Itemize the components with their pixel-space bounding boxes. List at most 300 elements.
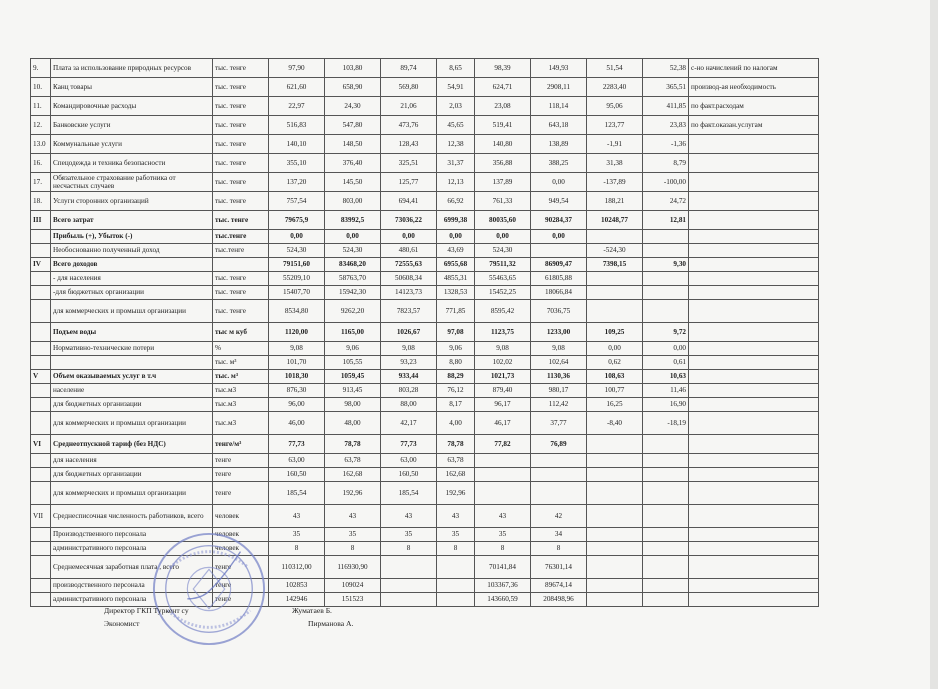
deviation-percent-cell (643, 542, 689, 556)
value-cell: 100,77 (587, 384, 643, 398)
director-name: Жуматаев Б. (292, 606, 332, 615)
value-cell: 14123,73 (381, 286, 437, 300)
value-cell: 1165,00 (325, 323, 381, 342)
unit-cell: тыс.м3 (213, 398, 269, 412)
table-row (31, 286, 819, 300)
value-cell: 45,65 (437, 116, 475, 135)
value-cell: 8 (531, 542, 587, 556)
value-cell: 123,77 (587, 116, 643, 135)
value-cell: 35 (381, 528, 437, 542)
value-cell: 185,54 (381, 482, 437, 505)
value-cell: 80035,60 (475, 211, 531, 230)
value-cell: 949,54 (531, 192, 587, 211)
value-cell (587, 300, 643, 323)
unit-cell: тыс. тенге (213, 135, 269, 154)
row-index-cell (31, 286, 51, 300)
note-cell (689, 173, 819, 192)
value-cell: 55209,10 (269, 272, 325, 286)
table-row (31, 342, 819, 356)
value-cell: 73036,22 (381, 211, 437, 230)
director-title: Директор ГКП Туркент су (104, 606, 189, 615)
value-cell: 103367,36 (475, 579, 531, 593)
value-cell: 95,06 (587, 97, 643, 116)
value-cell: 162,68 (325, 468, 381, 482)
value-cell: 137,20 (269, 173, 325, 192)
table-row (31, 482, 819, 505)
value-cell: 145,50 (325, 173, 381, 192)
value-cell: 771,85 (437, 300, 475, 323)
row-label-cell: Среднесписочная численность работников, всего (51, 505, 213, 528)
table-row (31, 78, 819, 97)
unit-cell: тыс. тенге (213, 211, 269, 230)
unit-cell: тенге (213, 454, 269, 468)
table-row (31, 435, 819, 454)
value-cell: 83992,5 (325, 211, 381, 230)
value-cell: 7398,15 (587, 258, 643, 272)
row-label-cell: Плата за использование природных ресурсов (51, 59, 213, 78)
value-cell (587, 579, 643, 593)
value-cell: 7823,57 (381, 300, 437, 323)
table-row (31, 505, 819, 528)
value-cell: 72555,63 (381, 258, 437, 272)
unit-cell: тыс. м³ (213, 370, 269, 384)
deviation-percent-cell (643, 454, 689, 468)
value-cell: 1059,45 (325, 370, 381, 384)
row-index-cell (31, 272, 51, 286)
row-label-cell: Производственного персонала (51, 528, 213, 542)
value-cell: 96,17 (475, 398, 531, 412)
note-cell (689, 398, 819, 412)
row-label-cell: Обязательное страхование работника от несчастных случаев (51, 173, 213, 192)
value-cell: 108,63 (587, 370, 643, 384)
unit-cell: тыс.тенге (213, 230, 269, 244)
note-cell (689, 468, 819, 482)
row-index-cell: 17. (31, 173, 51, 192)
value-cell (587, 542, 643, 556)
unit-cell: тыс. тенге (213, 300, 269, 323)
note-cell (689, 435, 819, 454)
unit-cell: тыс.м3 (213, 384, 269, 398)
value-cell: 9,08 (381, 342, 437, 356)
note-cell (689, 384, 819, 398)
row-index-cell (31, 398, 51, 412)
deviation-percent-cell: 10,63 (643, 370, 689, 384)
economist-title: Экономист (104, 619, 140, 628)
value-cell: 54,91 (437, 78, 475, 97)
value-cell: 192,96 (325, 482, 381, 505)
unit-cell: тыс. тенге (213, 97, 269, 116)
deviation-percent-cell: -100,00 (643, 173, 689, 192)
value-cell: 9,08 (475, 342, 531, 356)
value-cell: 4,00 (437, 412, 475, 435)
row-label-cell: Всего затрат (51, 211, 213, 230)
value-cell: 143660,59 (475, 593, 531, 607)
value-cell: 88,29 (437, 370, 475, 384)
table-row (31, 593, 819, 607)
value-cell: 160,50 (269, 468, 325, 482)
table-row (31, 258, 819, 272)
row-index-cell (31, 542, 51, 556)
value-cell: 42,17 (381, 412, 437, 435)
row-index-cell: IV (31, 258, 51, 272)
value-cell (381, 556, 437, 579)
value-cell: 97,90 (269, 59, 325, 78)
value-cell: 151523 (325, 593, 381, 607)
table-row (31, 272, 819, 286)
row-index-cell: VI (31, 435, 51, 454)
value-cell: 1018,30 (269, 370, 325, 384)
value-cell: 0,00 (381, 230, 437, 244)
value-cell: 1021,73 (475, 370, 531, 384)
deviation-percent-cell (643, 435, 689, 454)
value-cell: 547,80 (325, 116, 381, 135)
unit-cell: тыс. тенге (213, 154, 269, 173)
value-cell: 102,02 (475, 356, 531, 370)
value-cell: 356,88 (475, 154, 531, 173)
unit-cell (213, 258, 269, 272)
value-cell: 15942,30 (325, 286, 381, 300)
value-cell: 35 (437, 528, 475, 542)
table-row (31, 192, 819, 211)
table-row (31, 528, 819, 542)
value-cell: 355,10 (269, 154, 325, 173)
table-row (31, 468, 819, 482)
deviation-percent-cell (643, 300, 689, 323)
note-cell (689, 258, 819, 272)
scan-edge (930, 0, 938, 689)
value-cell (587, 505, 643, 528)
deviation-percent-cell (643, 482, 689, 505)
value-cell: 22,97 (269, 97, 325, 116)
row-label-cell: Прибыль (+), Убыток (-) (51, 230, 213, 244)
value-cell: 2283,40 (587, 78, 643, 97)
value-cell: 519,41 (475, 116, 531, 135)
deviation-percent-cell: 9,30 (643, 258, 689, 272)
note-cell (689, 342, 819, 356)
table-row (31, 59, 819, 78)
deviation-percent-cell: 9,72 (643, 323, 689, 342)
value-cell (587, 286, 643, 300)
value-cell: 63,78 (437, 454, 475, 468)
note-cell (689, 211, 819, 230)
value-cell: 803,28 (381, 384, 437, 398)
row-label-cell: -для бюджетных организации (51, 286, 213, 300)
note-cell (689, 135, 819, 154)
value-cell: 388,25 (531, 154, 587, 173)
value-cell (437, 579, 475, 593)
value-cell: 2,03 (437, 97, 475, 116)
row-label-cell: Спецодежда и техника безопасности (51, 154, 213, 173)
note-cell (689, 370, 819, 384)
row-label-cell: Коммунальные услуги (51, 135, 213, 154)
note-cell (689, 579, 819, 593)
value-cell: -524,30 (587, 244, 643, 258)
note-cell (689, 286, 819, 300)
row-label-cell: Всего доходов (51, 258, 213, 272)
unit-cell: тенге (213, 579, 269, 593)
value-cell: 79151,60 (269, 258, 325, 272)
value-cell: 70141,84 (475, 556, 531, 579)
note-cell (689, 528, 819, 542)
value-cell: 6955,68 (437, 258, 475, 272)
row-index-cell (31, 300, 51, 323)
unit-cell: тенге (213, 593, 269, 607)
unit-cell: тыс. тенге (213, 192, 269, 211)
note-cell (689, 505, 819, 528)
row-label-cell (51, 356, 213, 370)
value-cell (531, 482, 587, 505)
value-cell: 128,43 (381, 135, 437, 154)
value-cell: 8,17 (437, 398, 475, 412)
value-cell: 118,14 (531, 97, 587, 116)
value-cell: 185,54 (269, 482, 325, 505)
value-cell (475, 482, 531, 505)
value-cell: 15407,70 (269, 286, 325, 300)
row-label-cell: для бюджетных организации (51, 468, 213, 482)
deviation-percent-cell (643, 230, 689, 244)
value-cell: 1328,53 (437, 286, 475, 300)
row-label-cell: для населения (51, 454, 213, 468)
value-cell: 192,96 (437, 482, 475, 505)
row-label-cell: Нормативно-технические потери (51, 342, 213, 356)
value-cell: 8595,42 (475, 300, 531, 323)
value-cell: 116930,90 (325, 556, 381, 579)
value-cell: 105,55 (325, 356, 381, 370)
value-cell: 6999,38 (437, 211, 475, 230)
value-cell: 83468,20 (325, 258, 381, 272)
value-cell (475, 454, 531, 468)
row-index-cell (31, 468, 51, 482)
deviation-percent-cell: 411,85 (643, 97, 689, 116)
deviation-percent-cell (643, 556, 689, 579)
unit-cell: тыс. тенге (213, 173, 269, 192)
value-cell: 913,45 (325, 384, 381, 398)
value-cell: 1130,36 (531, 370, 587, 384)
value-cell: 0,00 (269, 230, 325, 244)
value-cell: 31,37 (437, 154, 475, 173)
value-cell: 37,77 (531, 412, 587, 435)
value-cell: 524,30 (475, 244, 531, 258)
row-label-cell: для бюджетных организации (51, 398, 213, 412)
row-label-cell: Подъем воды (51, 323, 213, 342)
value-cell: 77,73 (381, 435, 437, 454)
value-cell: 803,00 (325, 192, 381, 211)
row-index-cell (31, 593, 51, 607)
value-cell: 43 (437, 505, 475, 528)
value-cell: 43,69 (437, 244, 475, 258)
value-cell: 88,00 (381, 398, 437, 412)
value-cell: 8 (475, 542, 531, 556)
row-label-cell: административного персонала (51, 542, 213, 556)
table-row (31, 556, 819, 579)
deviation-percent-cell: 0,61 (643, 356, 689, 370)
value-cell: 933,44 (381, 370, 437, 384)
row-index-cell (31, 412, 51, 435)
value-cell: 61805,88 (531, 272, 587, 286)
note-cell (689, 556, 819, 579)
note-cell (689, 593, 819, 607)
row-label-cell: административного персонала (51, 593, 213, 607)
note-cell (689, 542, 819, 556)
value-cell: 325,51 (381, 154, 437, 173)
value-cell (587, 556, 643, 579)
unit-cell: тенге/м³ (213, 435, 269, 454)
row-label-cell: население (51, 384, 213, 398)
value-cell: 93,23 (381, 356, 437, 370)
value-cell: 8534,80 (269, 300, 325, 323)
deviation-percent-cell: -1,36 (643, 135, 689, 154)
value-cell: 89,74 (381, 59, 437, 78)
value-cell: 48,00 (325, 412, 381, 435)
value-cell (587, 528, 643, 542)
unit-cell: человек (213, 505, 269, 528)
value-cell (587, 454, 643, 468)
value-cell: 58763,70 (325, 272, 381, 286)
value-cell: 78,78 (437, 435, 475, 454)
value-cell: 42 (531, 505, 587, 528)
value-cell (437, 593, 475, 607)
value-cell: 112,42 (531, 398, 587, 412)
value-cell (531, 244, 587, 258)
value-cell: 8,80 (437, 356, 475, 370)
value-cell: 658,90 (325, 78, 381, 97)
unit-cell: тенге (213, 468, 269, 482)
table-row (31, 97, 819, 116)
value-cell: 18066,84 (531, 286, 587, 300)
value-cell: 46,17 (475, 412, 531, 435)
value-cell: 78,78 (325, 435, 381, 454)
value-cell: 101,70 (269, 356, 325, 370)
table-row (31, 135, 819, 154)
note-cell (689, 412, 819, 435)
deviation-percent-cell: 11,46 (643, 384, 689, 398)
value-cell: 9,08 (531, 342, 587, 356)
value-cell: 621,60 (269, 78, 325, 97)
economist-name: Пирманова А. (308, 619, 354, 628)
unit-cell: % (213, 342, 269, 356)
note-cell (689, 482, 819, 505)
row-index-cell (31, 230, 51, 244)
value-cell: 102,64 (531, 356, 587, 370)
value-cell: 109,25 (587, 323, 643, 342)
value-cell: 55463,65 (475, 272, 531, 286)
row-label-cell: для коммерческих и промышл организации (51, 482, 213, 505)
row-index-cell (31, 482, 51, 505)
value-cell: 761,33 (475, 192, 531, 211)
value-cell: 137,89 (475, 173, 531, 192)
unit-cell: тыс. тенге (213, 59, 269, 78)
deviation-percent-cell: 0,00 (643, 342, 689, 356)
table-row (31, 323, 819, 342)
value-cell (531, 454, 587, 468)
value-cell: 23,08 (475, 97, 531, 116)
value-cell (587, 230, 643, 244)
value-cell: 694,41 (381, 192, 437, 211)
value-cell: 63,00 (269, 454, 325, 468)
value-cell: 4855,31 (437, 272, 475, 286)
row-label-cell: Услуги сторонних организаций (51, 192, 213, 211)
deviation-percent-cell: 52,38 (643, 59, 689, 78)
value-cell: 8 (269, 542, 325, 556)
table-row (31, 370, 819, 384)
value-cell: 148,50 (325, 135, 381, 154)
row-index-cell (31, 454, 51, 468)
value-cell: 51,54 (587, 59, 643, 78)
value-cell: -1,91 (587, 135, 643, 154)
row-label-cell: Среднемесячная заработная плата , всего (51, 556, 213, 579)
deviation-percent-cell (643, 593, 689, 607)
value-cell: 110312,00 (269, 556, 325, 579)
note-cell (689, 192, 819, 211)
value-cell: 77,73 (269, 435, 325, 454)
row-index-cell: VII (31, 505, 51, 528)
value-cell: 162,68 (437, 468, 475, 482)
table-row (31, 579, 819, 593)
row-index-cell (31, 579, 51, 593)
value-cell: 9262,20 (325, 300, 381, 323)
value-cell: 12,13 (437, 173, 475, 192)
table-row (31, 542, 819, 556)
unit-cell: тыс м куб (213, 323, 269, 342)
value-cell: 109024 (325, 579, 381, 593)
note-cell: по факт.расходам (689, 97, 819, 116)
value-cell (437, 556, 475, 579)
value-cell: 96,00 (269, 398, 325, 412)
value-cell: -137,89 (587, 173, 643, 192)
deviation-percent-cell (643, 468, 689, 482)
value-cell: 43 (325, 505, 381, 528)
note-cell (689, 356, 819, 370)
row-label-cell: Командировочные расходы (51, 97, 213, 116)
row-label-cell: для коммерческих и промышл организации (51, 300, 213, 323)
value-cell: 16,25 (587, 398, 643, 412)
value-cell: 188,21 (587, 192, 643, 211)
value-cell (531, 468, 587, 482)
table-row (31, 384, 819, 398)
value-cell: 98,39 (475, 59, 531, 78)
note-cell (689, 300, 819, 323)
value-cell: 8 (437, 542, 475, 556)
table-row (31, 398, 819, 412)
table-row (31, 211, 819, 230)
row-index-cell (31, 356, 51, 370)
value-cell: 2908,11 (531, 78, 587, 97)
unit-cell: тыс. м³ (213, 356, 269, 370)
value-cell: 76,12 (437, 384, 475, 398)
row-index-cell (31, 556, 51, 579)
value-cell: 76301,14 (531, 556, 587, 579)
value-cell: 24,30 (325, 97, 381, 116)
row-label-cell: Объем оказываемых услуг в т.ч (51, 370, 213, 384)
value-cell: 757,54 (269, 192, 325, 211)
value-cell: 34 (531, 528, 587, 542)
value-cell: 876,30 (269, 384, 325, 398)
value-cell (587, 593, 643, 607)
value-cell: 21,06 (381, 97, 437, 116)
table-row (31, 173, 819, 192)
value-cell: 376,40 (325, 154, 381, 173)
deviation-percent-cell: 12,81 (643, 211, 689, 230)
unit-cell: тыс. тенге (213, 78, 269, 97)
value-cell: 0,00 (437, 230, 475, 244)
row-label-cell: Необоснованно полученный доход (51, 244, 213, 258)
table-row (31, 116, 819, 135)
unit-cell: человек (213, 542, 269, 556)
value-cell: 125,77 (381, 173, 437, 192)
value-cell: 879,40 (475, 384, 531, 398)
value-cell: 0,00 (587, 342, 643, 356)
unit-cell: тыс.м3 (213, 412, 269, 435)
